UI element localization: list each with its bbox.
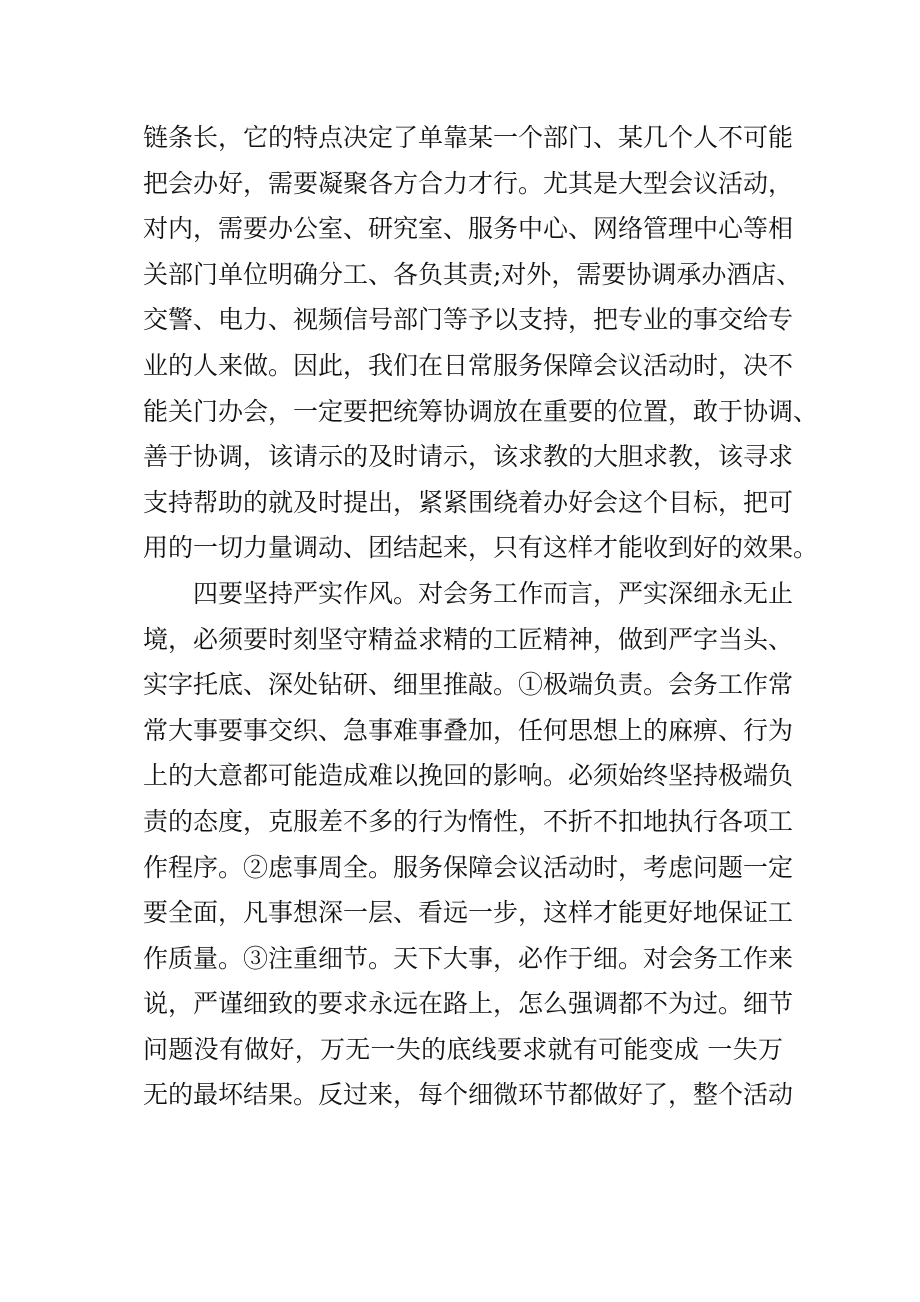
- body-text: [143, 115, 819, 1118]
- text-line: 责的态度，克服差不多的行为惰性，不折不扣地执行各项工: [143, 806, 794, 836]
- text-line: 常大事要事交织、急事难事叠加，任何思想上的麻痹、行为: [143, 715, 794, 745]
- text-line: 业的人来做。因此，我们在日常服务保障会议活动时，决不: [143, 350, 794, 380]
- text-line: 说，严谨细致的要求永远在路上，怎么强调都不为过。细节: [143, 989, 794, 1019]
- text-line: 把会办好，需要凝聚各方合力才行。尤其是大型会议活动，: [143, 168, 794, 198]
- text-line: 作程序。②虑事周全。服务保障会议活动时，考虑问题一定: [143, 852, 794, 882]
- text-line: 链条长，它的特点决定了单靠某一个部门、某几个人不可能: [143, 123, 794, 152]
- text-line: 关部门单位明确分工、各负其责;对外，需要协调承办酒店、: [143, 259, 802, 289]
- text-line: 支持帮助的就及时提出，紧紧围绕着办好会这个目标，把可: [143, 487, 794, 517]
- text-line: 境，必须要时刻坚守精益求精的工匠精神，做到严字当头、: [143, 624, 794, 654]
- text-line: 善于协调，该请示的及时请示，该求教的大胆求教，该寻求: [143, 442, 794, 472]
- text-line: 能关门办会，一定要把统筹协调放在重要的位置，敢于协调、: [143, 396, 819, 426]
- text-line: 交警、电力、视频信号部门等予以支持，把专业的事交给专: [143, 305, 794, 335]
- text-line: 问题没有做好，万无一失的底线要求就有可能变成 一失万: [143, 1034, 783, 1064]
- text-line: 无的最坏结果。反过来，每个细微环节都做好了，整个活动: [143, 1080, 794, 1110]
- text-line: 用的一切力量调动、团结起来，只有这样才能收到好的效果。: [143, 533, 819, 563]
- paragraph-start-line: 四要坚持严实作风。对会务工作而言，严实深细永无止: [193, 578, 794, 608]
- text-line: 要全面，凡事想深一层、看远一步，这样才能更好地保证工: [143, 898, 794, 928]
- text-line: 上的大意都可能造成难以挽回的影响。必须始终坚持极端负: [143, 761, 794, 791]
- text-line: 对内，需要办公室、研究室、服务中心、网络管理中心等相: [143, 214, 794, 244]
- text-line: 作质量。③注重细节。天下大事，必作于细。对会务工作来: [143, 943, 794, 973]
- text-line: 实字托底、深处钻研、细里推敲。①极端负责。会务工作常: [143, 670, 794, 700]
